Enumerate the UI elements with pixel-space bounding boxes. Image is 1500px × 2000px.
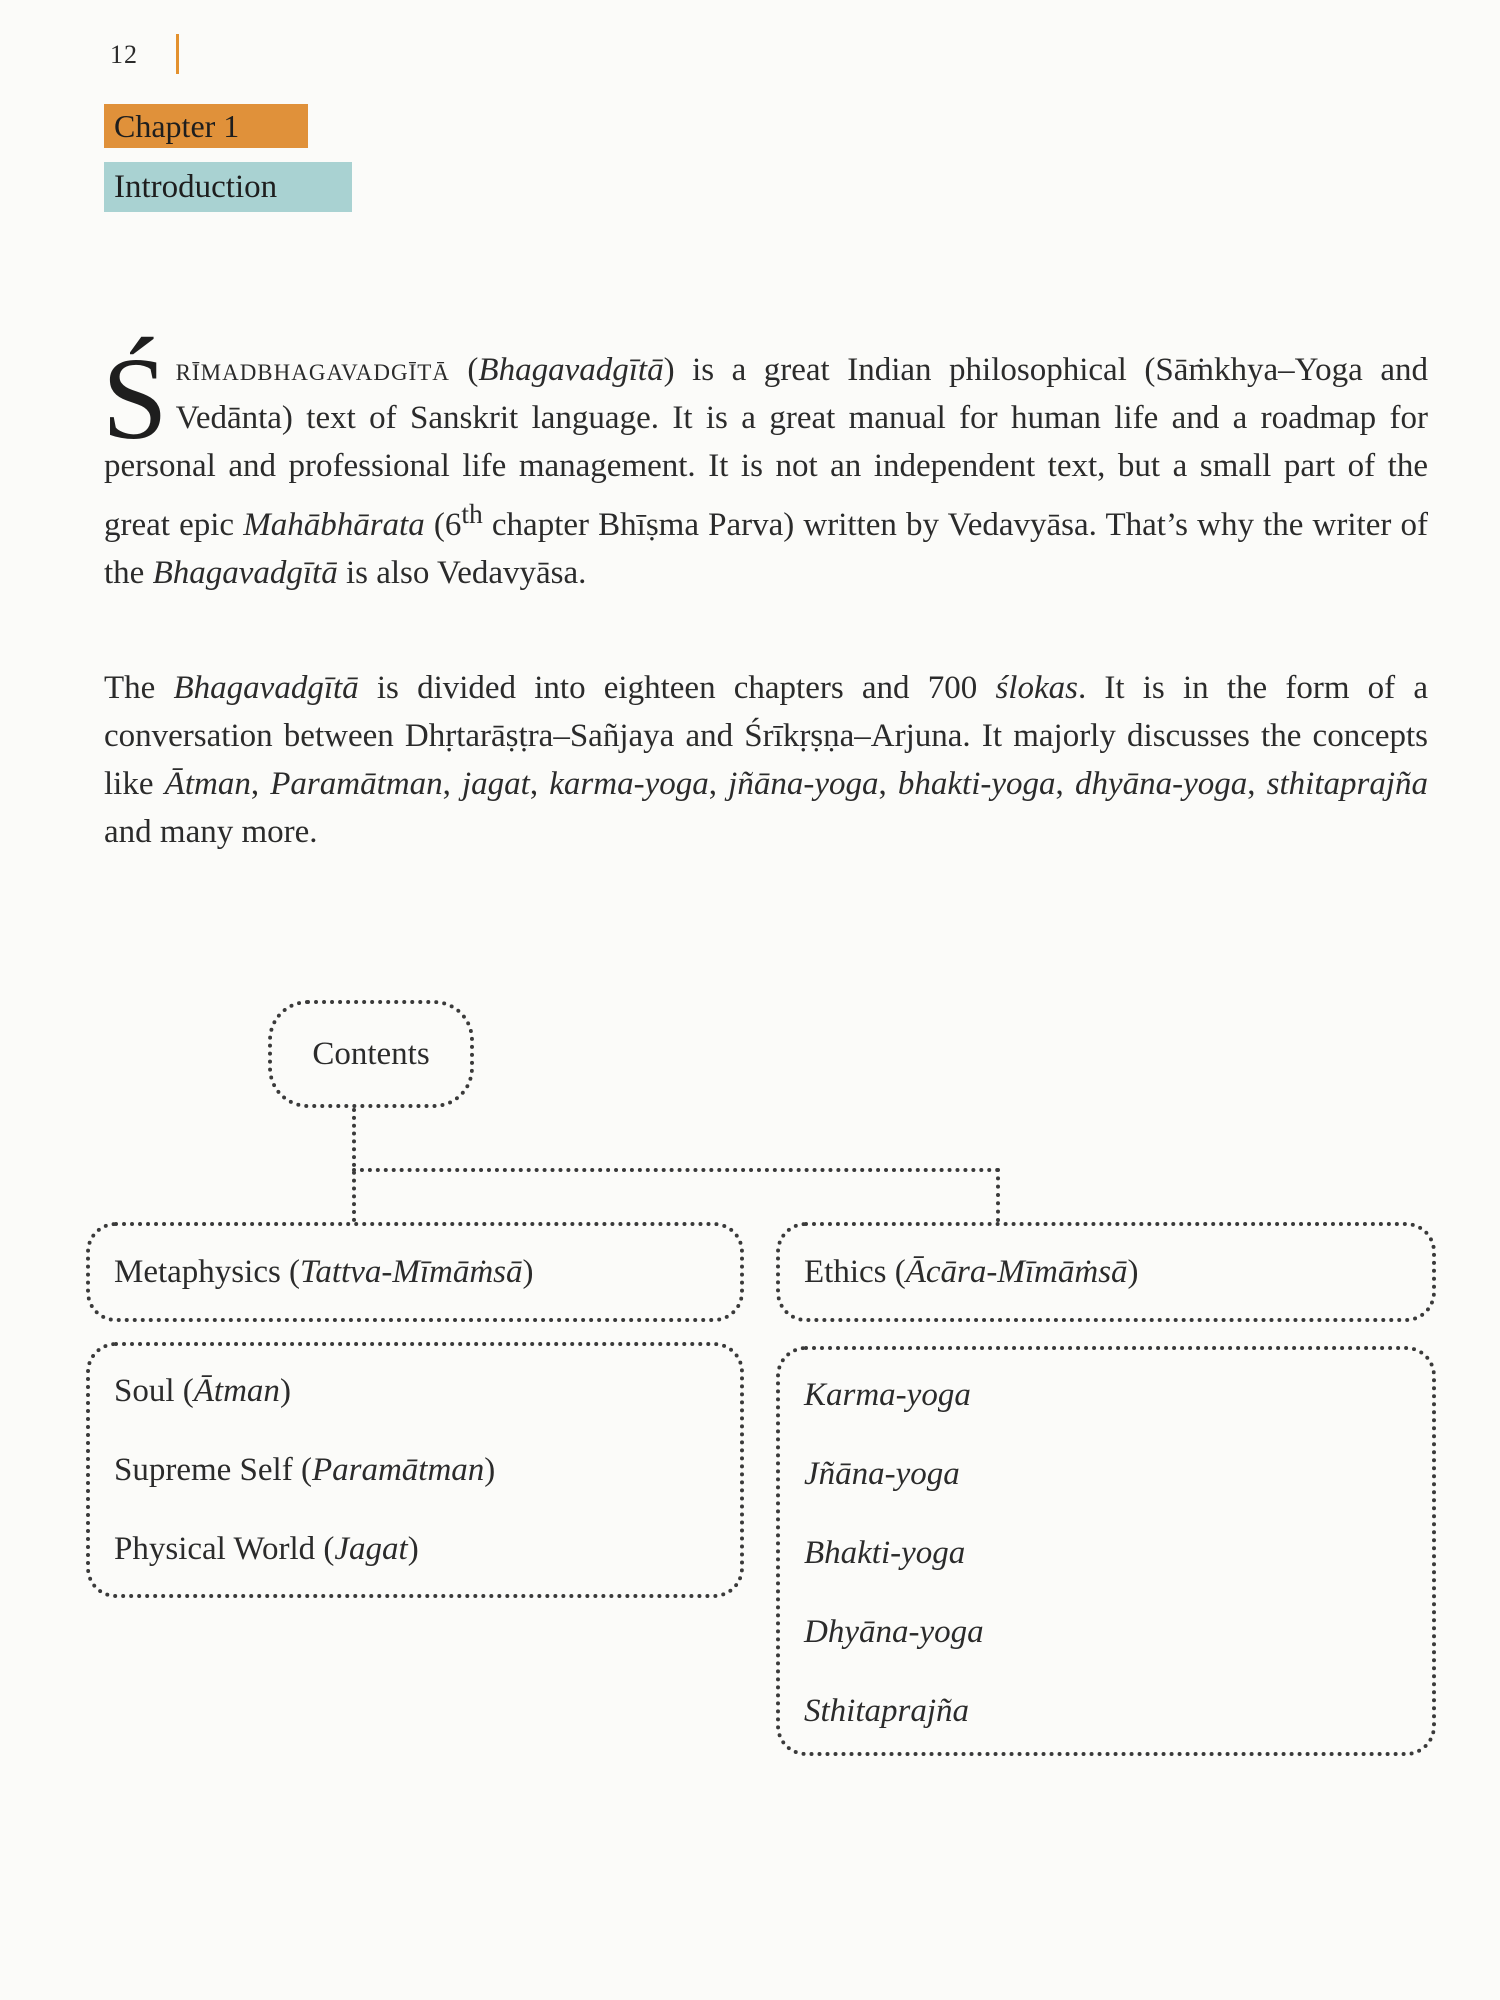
list-item: Karma-yoga bbox=[804, 1377, 971, 1413]
connector-root-down bbox=[352, 1108, 356, 1222]
connector-horizontal bbox=[352, 1168, 1000, 1172]
list-item: Bhakti-yoga bbox=[804, 1535, 966, 1571]
page-number: 12 bbox=[110, 40, 138, 69]
list-item: Soul (Ātman) bbox=[114, 1373, 291, 1409]
list-item: Jñāna-yoga bbox=[804, 1456, 960, 1492]
drop-cap: Ś bbox=[102, 333, 168, 464]
list-item: Sthitaprajña bbox=[804, 1693, 970, 1729]
page-number-rule bbox=[176, 34, 179, 74]
intro-paragraph-1 bbox=[102, 333, 1428, 597]
contents-node: Contents bbox=[268, 1000, 474, 1108]
intro-paragraph-2: The Bhagavadgītā is divided into eighteen chapters and 700 ślokas. It is in the form of a conversation between Dhṛtarāṣṭra–Sañjaya and Śrīkṛṣṇa–Arjuna. It majorly discusses the concepts like Ātman, Paramātman, jagat, karma-yoga, jñāna-yoga, bhakti-yoga, dhyāna-yoga, sthitaprajña and many more. bbox=[104, 670, 1429, 850]
chapter-title: Introduction bbox=[104, 162, 352, 212]
chapter-label: Chapter 1 bbox=[104, 104, 308, 148]
list-item: Physical World (Jagat) bbox=[114, 1531, 419, 1567]
ethics-heading-box: Ethics (Ācāra-Mīmāṁsā) bbox=[776, 1222, 1436, 1322]
metaphysics-heading-box: Metaphysics (Tattva-Mīmāṁsā) bbox=[86, 1222, 744, 1322]
connector-right-down bbox=[996, 1168, 1000, 1222]
list-item: Supreme Self (Paramātman) bbox=[114, 1452, 496, 1488]
ethics-list-box bbox=[776, 1346, 1436, 1756]
lead-small-caps: rīmadbhagavadgītā bbox=[175, 352, 450, 388]
list-item: Dhyāna-yoga bbox=[804, 1614, 984, 1650]
paragraph-1-text: (Bhagavadgītā) is a great Indian philosophical (Sāṁkhya–Yoga and Vedānta) text of Sanskrit language. It is a great manual for human life and a roadmap for personal and professional life management. It is not an independent text, but a small part of the great epic Mahābhārata (6th chapter Bhīṣma Parva) written by Vedavyāsa. That’s why the writer of the Bhagavadgītā is also Vedavyāsa. bbox=[104, 352, 1428, 591]
metaphysics-list-box bbox=[86, 1342, 744, 1598]
